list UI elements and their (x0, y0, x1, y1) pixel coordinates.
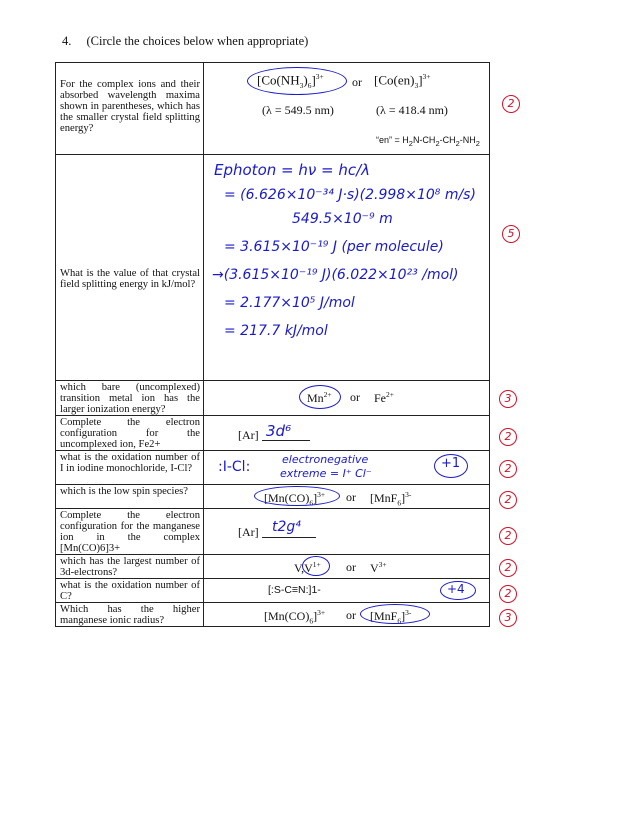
note-line-2: extreme = I⁺ Cl⁻ (280, 467, 372, 480)
choice-v3[interactable]: $V^{3+}$ (370, 560, 387, 575)
table-row (56, 603, 490, 627)
handwritten-answer: +1 (441, 456, 461, 471)
handwritten-answer: 3d⁶ (266, 422, 292, 440)
table-row (56, 509, 490, 555)
score-mark: 3 (499, 609, 517, 627)
blank-line (262, 440, 310, 441)
config-prefix: [Ar] (238, 525, 259, 539)
score-mark: 3 (499, 390, 517, 408)
work-line-7: = 217.7 kJ/mol (224, 323, 328, 339)
or-text: or (350, 390, 360, 404)
work-line-6: = 2.177×10⁵ J/mol (224, 295, 355, 311)
en-note-label: “en” = (376, 135, 400, 145)
work-line-2: = (6.626×10⁻³⁴ J·s)(2.998×10⁸ m/s) (224, 187, 476, 203)
choice-co-nh3[interactable]: $[Co(NH_3)_6]^{3+}$ (257, 72, 324, 90)
table-row (56, 451, 490, 485)
question-text: Complete the electron configuration for the manganese ion in the complex [Mn(CO)6]3+ (60, 510, 200, 554)
choice-mnf6[interactable]: $[MnF_6]^{3-}$ (370, 490, 412, 508)
table-row (56, 485, 490, 509)
selection-circle (302, 556, 330, 576)
score-mark: 2 (502, 95, 520, 113)
question-text: what is the oxidation number of C? (60, 580, 200, 602)
config-prefix: [Ar] (238, 428, 259, 442)
lambda-a: (λ = 549.5 nm) (262, 103, 334, 117)
or-text: or (346, 560, 356, 574)
or-text: or (346, 490, 356, 504)
question-text: which has the largest number of 3d-electrons? (60, 556, 200, 578)
or-text: or (346, 608, 356, 622)
score-mark: 2 (499, 585, 517, 603)
table-row (56, 416, 490, 451)
table-row (56, 579, 490, 603)
score-mark: 2 (499, 428, 517, 446)
handwritten-answer: +4 (447, 582, 465, 596)
work-line-1: Ephoton = hν = hc/λ (214, 161, 371, 179)
question-instruction: (Circle the choices below when appropriate) (86, 34, 309, 48)
score-mark: 2 (499, 460, 517, 478)
choice-co-en[interactable]: $[Co(en)_3]^{3+}$ (374, 72, 431, 90)
question-text: What is the value of that crystal field splitting energy in kJ/mol? (60, 268, 200, 290)
en-note: “en” = $H_2N-CH_2-CH_2-NH_2$ (376, 135, 480, 148)
lambda-b: (λ = 418.4 nm) (376, 103, 448, 117)
question-text: Complete the electron configuration for the uncomplexed ion, Fe2+ (60, 417, 200, 450)
handwritten-answer: t2g⁴ (272, 519, 301, 535)
question-text: For the complex ions and their absorbed wavelength maxima shown in parentheses, which has the smaller crystal field splitting energy? (60, 79, 200, 134)
selection-circle (247, 67, 347, 95)
choice-fe2[interactable]: $Fe^{2+}$ (374, 390, 394, 405)
note-line-1: electronegative (282, 453, 369, 466)
question-text: what is the oxidation number of I in iodine monochloride, I-Cl? (60, 452, 200, 474)
work-line-3: 549.5×10⁻⁹ m (292, 211, 393, 227)
question-text: which is the low spin species? (60, 486, 188, 497)
choice-mn-co[interactable]: $[Mn(CO)_6]^{3+}$ (264, 608, 326, 626)
score-mark: 2 (499, 491, 517, 509)
work-line-5: →(3.615×10⁻¹⁹ J)(6.022×10²³ /mol) (212, 267, 459, 283)
thiocyanate-ion: [:S-C≡N:]1- (268, 584, 321, 596)
score-mark: 2 (499, 559, 517, 577)
selection-circle (299, 385, 341, 409)
answer-table (55, 62, 490, 627)
question-number: 4. (62, 34, 72, 48)
lewis-structure: :I-Cl: (218, 459, 251, 475)
or-text: or (352, 75, 362, 89)
question-header (62, 34, 308, 49)
score-mark: 2 (499, 527, 517, 545)
choice-v-v1[interactable]: $V,V^{1+}$ (294, 560, 321, 575)
table-row (56, 155, 490, 381)
table-row (56, 381, 490, 416)
selection-circle (254, 486, 340, 506)
selection-circle (360, 604, 430, 624)
score-mark: 5 (502, 225, 520, 243)
work-line-4: = 3.615×10⁻¹⁹ J (per molecule) (224, 239, 444, 255)
question-text: which bare (uncomplexed) transition metal ion has the larger ionization energy? (60, 382, 200, 415)
choice-mn-co[interactable]: $[Mn(CO)_6]^{3+}$ (264, 490, 326, 508)
choice-mn2[interactable]: $Mn^{2+}$ (307, 390, 332, 405)
table-row (56, 555, 490, 579)
choice-mnf6[interactable]: $[MnF_6]^{3-}$ (370, 608, 412, 626)
question-text: Which has the higher manganese ionic radius? (60, 604, 200, 626)
blank-line (262, 537, 316, 538)
table-row (56, 63, 490, 155)
